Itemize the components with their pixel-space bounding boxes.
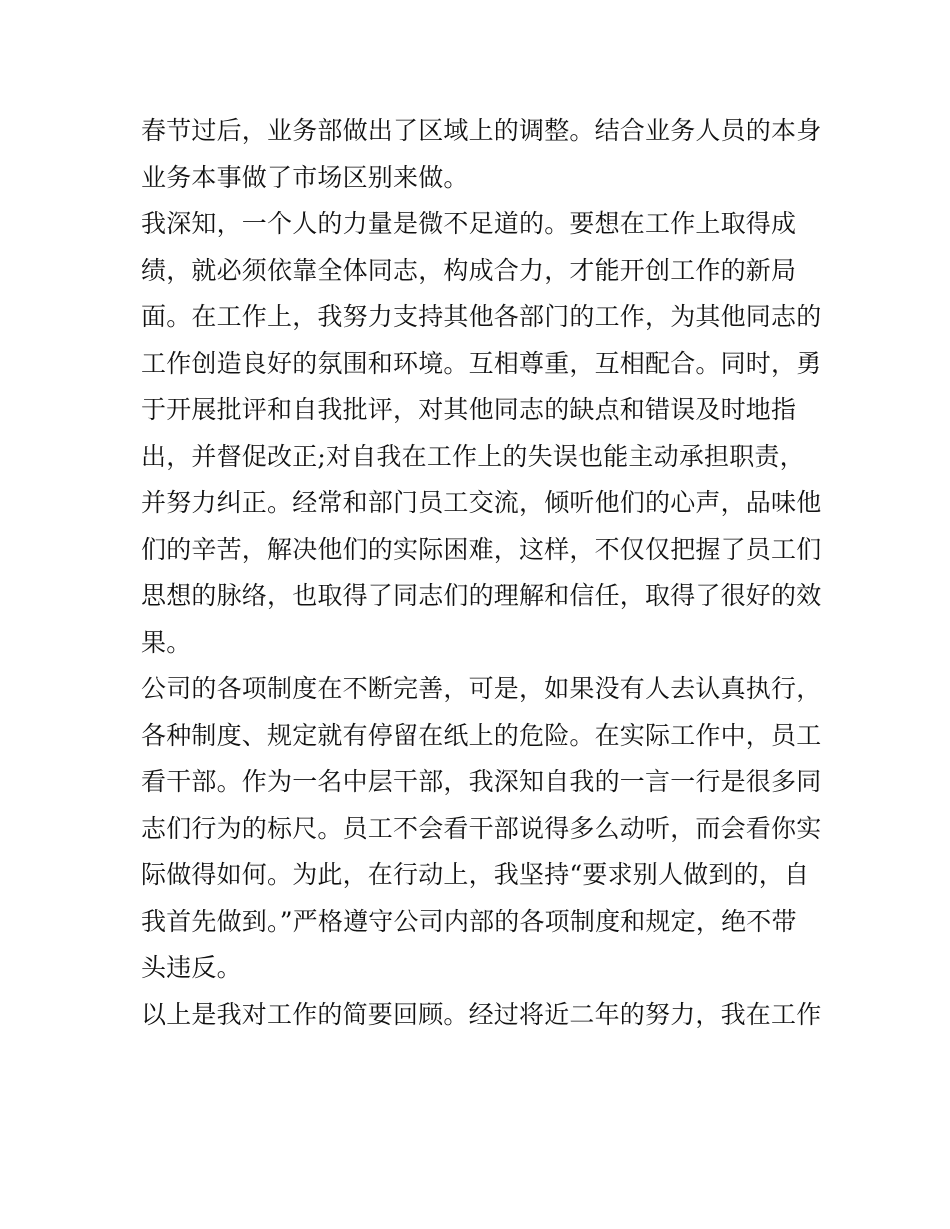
text-line: 并努力纠正。经常和部门员工交流，倾听他们的心声，品味他 xyxy=(141,488,822,517)
text-line: 业务本事做了市场区别来做。 xyxy=(141,162,469,192)
text-line: 工作创造良好的氛围和环境。互相尊重，互相配合。同时，勇 xyxy=(141,348,822,378)
text-line: 际做得如何。为此，在行动上，我坚持“要求别人做到的，自 xyxy=(141,860,810,889)
text-line: 看干部。作为一名中层干部，我深知自我的一言一行是很多同 xyxy=(141,767,822,796)
text-line: 于开展批评和自我批评，对其他同志的缺点和错误及时地指 xyxy=(141,395,797,424)
text-line: 头违反。 xyxy=(141,953,242,982)
text-line: 出，并督促改正;对自我在工作上的失误也能主动承担职责， xyxy=(141,441,805,471)
text-line: 果。 xyxy=(141,627,192,657)
text-line: 春节过后，业务部做出了区域上的调整。结合业务人员的本身 xyxy=(141,116,822,145)
text-line: 思想的脉络，也取得了同志们的理解和信任，取得了很好的效 xyxy=(141,581,822,610)
text-line: 各种制度、规定就有停留在纸上的危险。在实际工作中，员工 xyxy=(141,720,822,750)
text-line: 志们行为的标尺。员工不会看干部说得多么动听，而会看你实 xyxy=(141,813,822,843)
text-line: 我深知，一个人的力量是微不足道的。要想在工作上取得成 xyxy=(141,209,797,238)
text-line: 我首先做到。”严格遵守公司内部的各项制度和规定，绝不带 xyxy=(141,906,797,936)
text-line: 们的辛苦，解决他们的实际困难，这样，不仅仅把握了员工们 xyxy=(141,534,822,564)
text-line: 以上是我对工作的简要回顾。经过将近二年的努力，我在工作 xyxy=(141,999,822,1029)
document-body xyxy=(141,108,841,1038)
text-line: 公司的各项制度在不断完善，可是，如果没有人去认真执行， xyxy=(141,674,822,703)
text-line: 面。在工作上，我努力支持其他各部门的工作，为其他同志的 xyxy=(141,302,822,331)
text-line: 绩，就必须依靠全体同志，构成合力，才能开创工作的新局 xyxy=(141,255,797,285)
